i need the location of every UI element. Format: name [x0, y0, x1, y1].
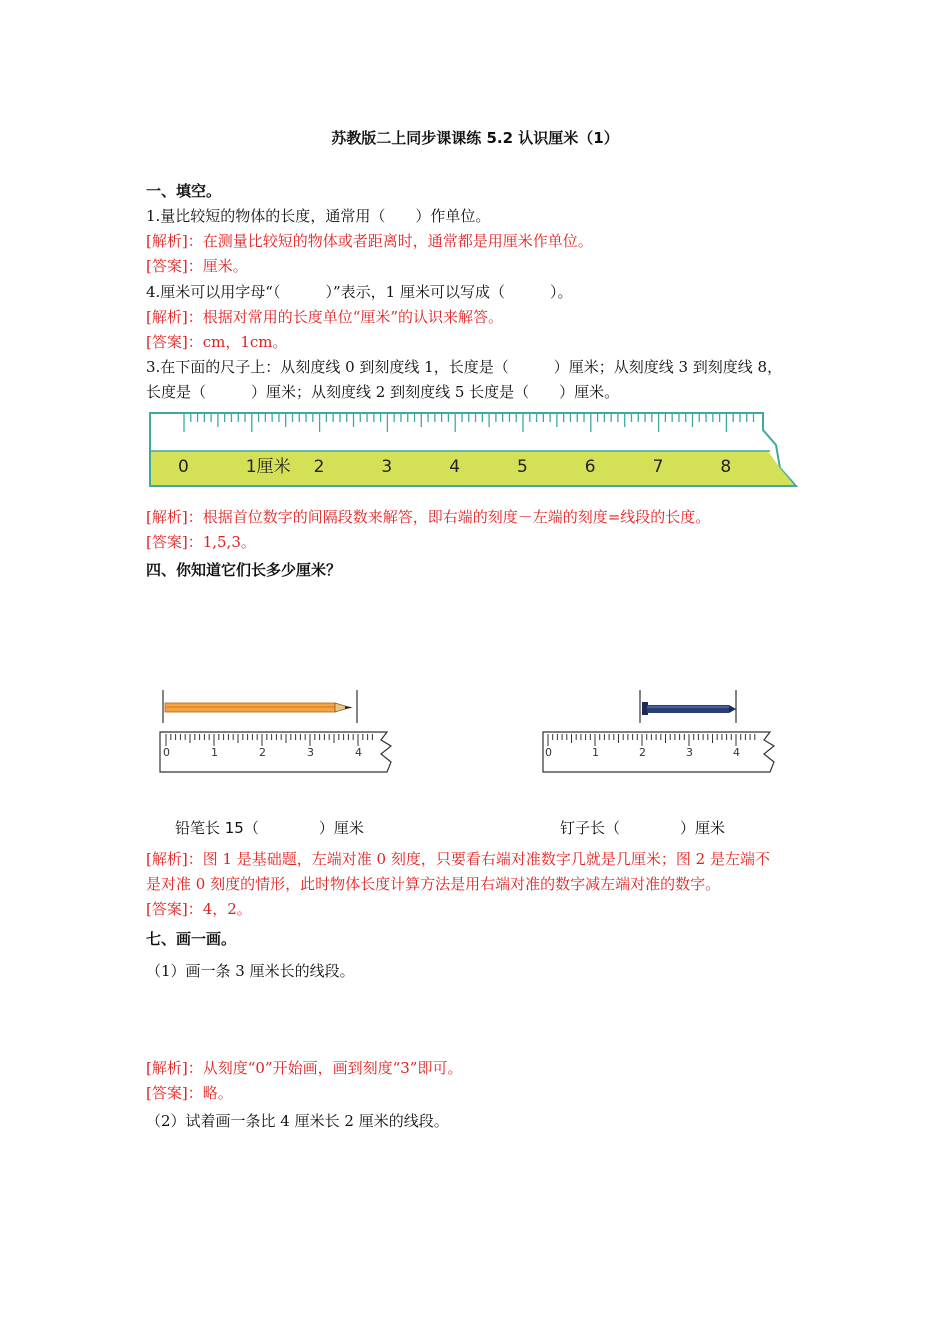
ruler-label: 3: [381, 457, 393, 477]
ruler-label: 1厘米: [245, 457, 291, 477]
small-ruler-label: 1: [211, 746, 218, 759]
question-1: 1.量比较短的物体的长度，通常用（ ）作单位。: [146, 207, 491, 225]
small-ruler-label: 3: [686, 746, 693, 759]
ruler-label: 4: [449, 457, 461, 477]
question-4-analysis: [解析]：根据对常用的长度单位“厘米”的认识来解答。: [146, 308, 504, 326]
draw-question-1: （1）画一条 3 厘米长的线段。: [146, 962, 355, 980]
small-ruler: [160, 732, 391, 772]
small-ruler-label: 2: [639, 746, 646, 759]
question-4-answer: [答案]：cm，1cm。: [146, 333, 288, 351]
section4-answer: [答案]：4，2。: [146, 900, 252, 918]
question-3-analysis: [解析]：根据首位数字的间隔段数来解答，即右端的刻度－左端的刻度=线段的长度。: [146, 508, 711, 526]
pencil-ruler-figure: [155, 688, 405, 778]
ruler-label: 2: [313, 457, 325, 477]
small-ruler-label: 0: [545, 746, 552, 759]
question-4: 4.厘米可以用字母“（ ）”表示，1 厘米可以写成（ ）。: [146, 283, 573, 301]
question-1-analysis: [解析]：在测量比较短的物体或者距离时，通常都是用厘米作单位。: [146, 232, 593, 250]
question-3-line1: 3.在下面的尺子上：从刻度线 0 到刻度线 1，长度是（ ）厘米；从刻度线 3 到刻度线 8，: [146, 358, 783, 376]
section-heading-fill-blank: 一、填空。: [146, 182, 222, 200]
small-ruler-label: 0: [163, 746, 170, 759]
section4-analysis-line2: 是对准 0 刻度的情形，此时物体长度计算方法是用右端对准的数字减左端对准的数字。: [146, 875, 721, 893]
small-ruler-label: 2: [259, 746, 266, 759]
nail-caption: 钉子长（ ）厘米: [560, 819, 726, 837]
nail-ruler-figure: [538, 688, 798, 778]
small-ruler: [543, 732, 774, 772]
ruler-label: 7: [652, 457, 664, 477]
small-ruler-label: 4: [355, 746, 362, 759]
pencil-caption: 铅笔长 15（ ）厘米: [175, 819, 364, 837]
ruler-label: 8: [720, 457, 732, 477]
nail-body: [647, 705, 729, 713]
draw-question-2: （2）试着画一条比 4 厘米长 2 厘米的线段。: [146, 1112, 449, 1130]
small-ruler-label: 3: [307, 746, 314, 759]
ruler-label: 0: [178, 457, 189, 477]
ruler-figure: [148, 410, 798, 490]
page-title: 苏教版二上同步课课练 5.2 认识厘米（1）: [331, 129, 619, 147]
question-1-answer: [答案]：厘米。: [146, 257, 248, 275]
small-ruler-label: 1: [592, 746, 599, 759]
section4-analysis-line1: [解析]：图 1 是基础题，左端对准 0 刻度，只要看右端对准数字几就是几厘米；图 2 是左端不: [146, 850, 770, 868]
section-heading-how-long: 四、你知道它们长多少厘米？: [146, 561, 342, 579]
question-3-line2: 长度是（ ）厘米；从刻度线 2 到刻度线 5 长度是（ ）厘米。: [146, 383, 620, 401]
ruler-label: 6: [584, 457, 596, 477]
question-3-answer: [答案]：1,5,3。: [146, 533, 256, 551]
draw-question-1-answer: [答案]：略。: [146, 1084, 233, 1102]
draw-question-1-analysis: [解析]：从刻度“0”开始画，画到刻度“3”即可。: [146, 1059, 463, 1077]
section-heading-draw: 七、画一画。: [146, 930, 237, 948]
ruler-label: 5: [517, 457, 528, 477]
small-ruler-label: 4: [733, 746, 740, 759]
